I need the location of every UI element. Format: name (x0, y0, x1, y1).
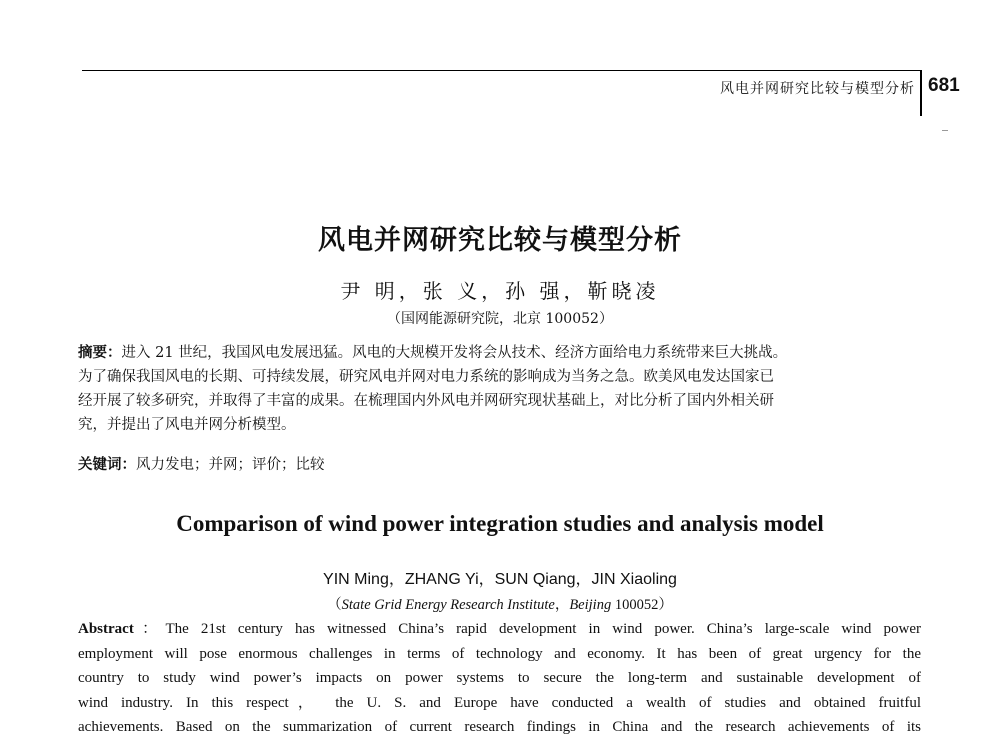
chinese-abstract-line: 摘要：进入 21 世纪，我国风电发展迅猛。风电的大规模开发将会从技术、经济方面给电力系统带来巨大挑战。 (78, 345, 788, 361)
chinese-abstract-line: 经开展了较多研究，并取得了丰富的成果。在梳理国内外风电并网研究现状基础上，对比分析了国内外相关研 (78, 393, 774, 409)
chinese-keywords-label: 关键词： (78, 457, 136, 473)
chinese-abstract (78, 341, 923, 437)
chinese-keywords (78, 453, 923, 477)
english-abstract-line: employment will pose enormous challenges in terms of technology and economy. It has been of great urgency for the (78, 645, 921, 662)
running-title: 风电并网研究比较与模型分析 (720, 81, 915, 97)
english-abstract-line: country to study wind power’s impacts on power systems to secure the long-term and sustainable development of (78, 670, 921, 686)
english-abstract-line: Abstract：The 21st century has witnessed China’s rapid development in wind power. China’s large-scale wind power (78, 621, 921, 637)
chinese-title: 风电并网研究比较与模型分析 (318, 225, 682, 256)
chinese-affiliation: （国网能源研究院，北京 100052） (387, 311, 613, 327)
header-rule (82, 70, 920, 71)
header-divider (920, 70, 922, 116)
chinese-abstract-line: 为了确保我国风电的长期、可持续发展，研究风电并网对电力系统的影响成为当务之急。欧美风电发达国家已 (78, 369, 774, 385)
margin-mark (942, 130, 948, 131)
city-name: Beijing (569, 597, 612, 613)
english-abstract (78, 617, 921, 740)
english-abstract-line: achievements. Based on the summarization of current research findings in China and the research achievements of its (78, 719, 921, 735)
english-abstract-label: Abstract (78, 621, 134, 637)
chinese-abstract-line: 究，并提出了风电并网分析模型。 (78, 417, 296, 433)
chinese-keywords-text: 风力发电；并网；评价；比较 (136, 457, 325, 473)
english-authors: YIN Ming，ZHANG Yi，SUN Qiang，JIN Xiaoling (323, 571, 677, 588)
page-number: 681 (928, 75, 960, 96)
english-abstract-line: wind industry. In this respect， the U. S. and Europe have conducted a wealth of studies and obtained fruitful (78, 694, 921, 711)
english-title: Comparison of wind power integration studies and analysis model (176, 511, 824, 536)
chinese-authors: 尹 明，张 义，孙 强，靳晓凌 (340, 279, 660, 303)
chinese-abstract-label: 摘要： (78, 345, 122, 361)
institute-name: State Grid Energy Research Institute (341, 597, 555, 613)
english-affiliation: （State Grid Energy Research Institute，Beijing 100052） (327, 597, 673, 613)
